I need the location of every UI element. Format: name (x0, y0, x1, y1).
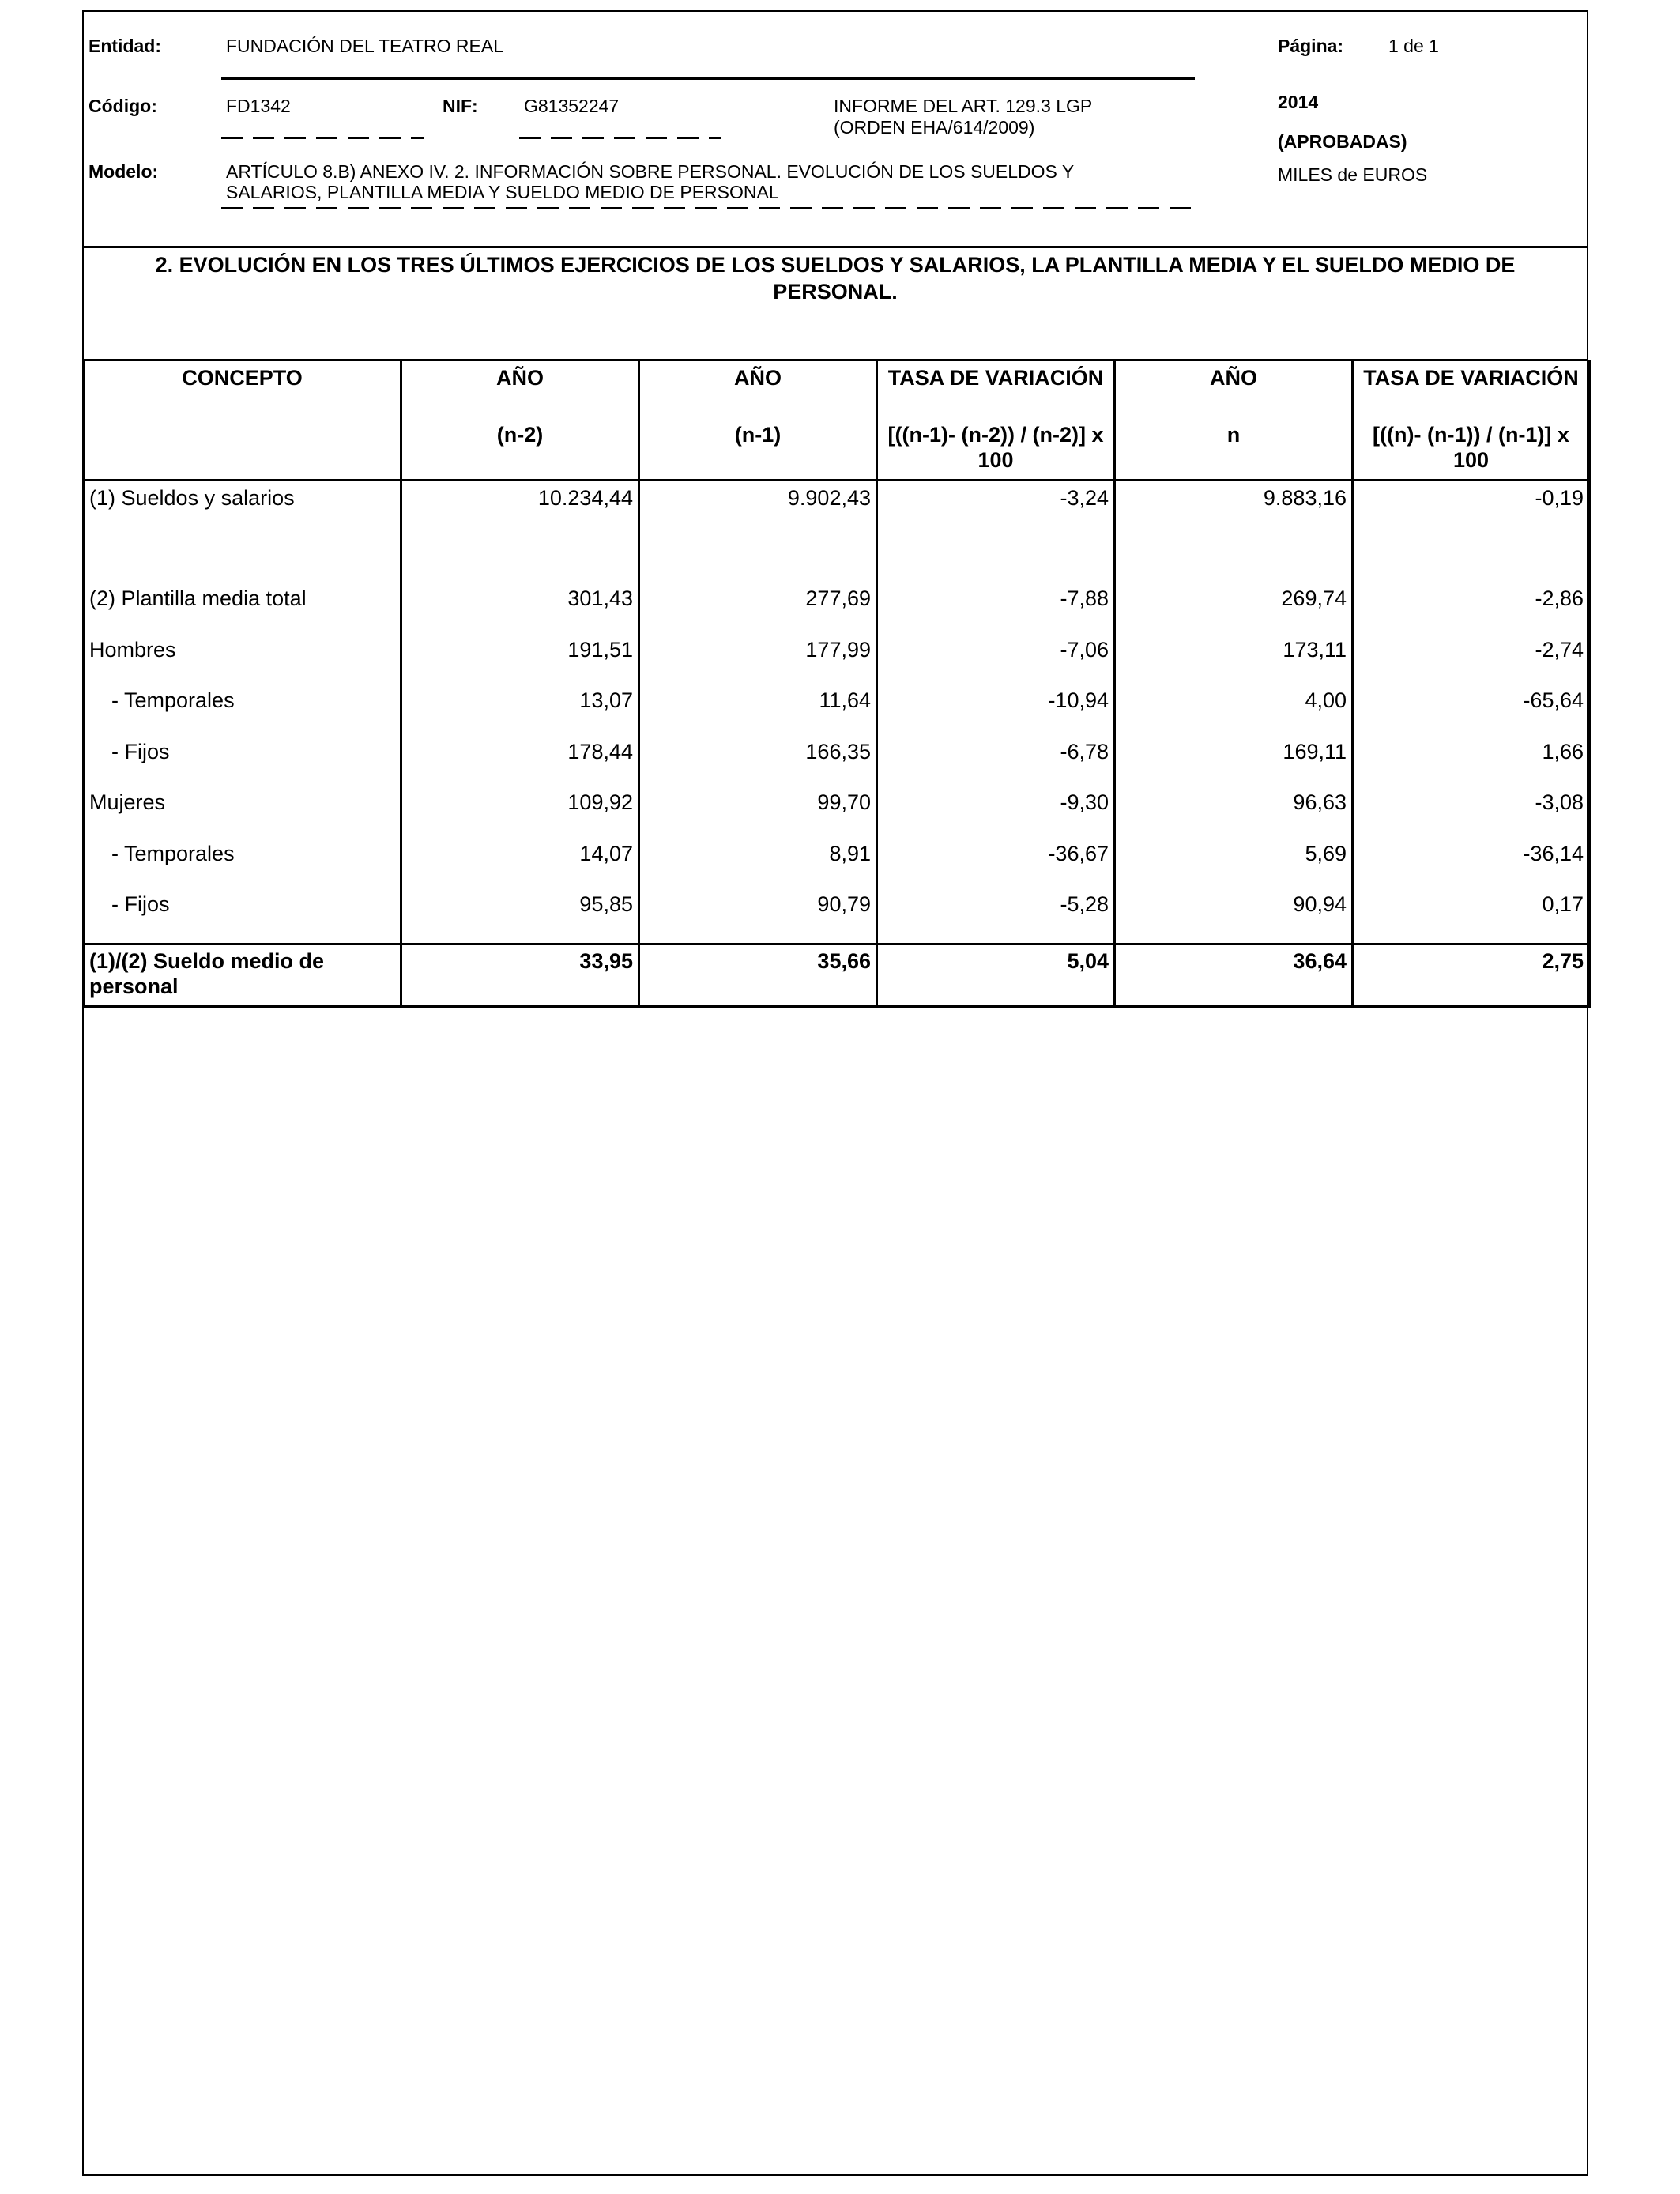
total-ano-n1: 35,66 (639, 944, 877, 1006)
row-tasa-2: -3,08 (1353, 790, 1590, 841)
table-row (84, 688, 1590, 739)
row-ano-n: 96,63 (1115, 790, 1353, 841)
page-frame (82, 10, 1588, 2176)
table-row (84, 841, 1590, 892)
row-tasa-1: -5,28 (877, 892, 1115, 944)
row-concepto (84, 892, 401, 944)
row-ano-n1: 99,70 (639, 790, 877, 841)
row-tasa-2: -36,14 (1353, 841, 1590, 892)
personnel-table (82, 360, 1591, 1008)
codigo-label: Código: (89, 96, 157, 116)
table-row (84, 892, 1590, 944)
report-year: 2014 (1278, 92, 1319, 112)
row-ano-n2: 10.234,44 (401, 481, 639, 586)
row-concepto (84, 688, 401, 739)
total-concepto: (1)/(2) Sueldo medio de personal (84, 944, 401, 1006)
section-title (82, 251, 1588, 305)
table-row-total (84, 944, 1590, 1006)
row-concepto-text: - Fijos (111, 892, 170, 916)
row-tasa-2: -0,19 (1353, 481, 1590, 586)
row-tasa-1: -9,30 (877, 790, 1115, 841)
total-ano-n: 36,64 (1115, 944, 1353, 1006)
row-ano-n1: 9.902,43 (639, 481, 877, 586)
col-subheader-n1: (n-1) (639, 422, 877, 481)
header-divider (221, 77, 1195, 80)
row-concepto-text: - Temporales (111, 688, 235, 712)
pagina-label: Página: (1278, 36, 1344, 56)
col-subheader-formula-2: [((n)- (n-1)) / (n-1)] x 100 (1353, 422, 1590, 481)
row-concepto-text: - Temporales (111, 841, 235, 865)
col-subheader-concepto (84, 422, 401, 481)
report-units: MILES de EUROS (1278, 164, 1428, 185)
row-ano-n2: 14,07 (401, 841, 639, 892)
nif-value: G81352247 (524, 96, 620, 116)
row-tasa-2: -65,64 (1353, 688, 1590, 739)
row-ano-n2: 178,44 (401, 739, 639, 790)
section-title-text: 2. EVOLUCIÓN EN LOS TRES ÚLTIMOS EJERCICIOS DE LOS SUELDOS Y SALARIOS, LA PLANTILLA MEDIA Y EL SUELDO MEDIO DE PERSONAL. (155, 253, 1516, 303)
row-tasa-1: -10,94 (877, 688, 1115, 739)
col-subheader-n2: (n-2) (401, 422, 639, 481)
modelo-underline (221, 207, 1195, 209)
nif-underline (519, 137, 721, 139)
row-ano-n2: 191,51 (401, 637, 639, 688)
row-ano-n1: 90,79 (639, 892, 877, 944)
row-tasa-1: -36,67 (877, 841, 1115, 892)
codigo-value: FD1342 (226, 96, 291, 116)
col-header-ano-n1: AÑO (639, 360, 877, 422)
table-row (84, 586, 1590, 637)
informe-line-1: INFORME DEL ART. 129.3 LGP (834, 96, 1093, 116)
row-ano-n2: 13,07 (401, 688, 639, 739)
modelo-line-1: ARTÍCULO 8.B) ANEXO IV. 2. INFORMACIÓN SOBRE PERSONAL. EVOLUCIÓN DE LOS SUELDOS Y (226, 161, 1075, 182)
col-subheader-formula-1: [((n-1)- (n-2)) / (n-2)] x 100 (877, 422, 1115, 481)
row-concepto-text: - Fijos (111, 739, 170, 763)
row-ano-n2: 95,85 (401, 892, 639, 944)
row-ano-n1: 166,35 (639, 739, 877, 790)
row-ano-n: 90,94 (1115, 892, 1353, 944)
report-status: (APROBADAS) (1278, 131, 1407, 152)
row-concepto (84, 739, 401, 790)
row-tasa-1: -7,88 (877, 586, 1115, 637)
row-ano-n1: 177,99 (639, 637, 877, 688)
row-ano-n1: 277,69 (639, 586, 877, 637)
row-ano-n: 5,69 (1115, 841, 1353, 892)
row-tasa-1: -7,06 (877, 637, 1115, 688)
row-ano-n2: 301,43 (401, 586, 639, 637)
table-row (84, 790, 1590, 841)
section-divider-top (82, 246, 1588, 248)
modelo-line-2: SALARIOS, PLANTILLA MEDIA Y SUELDO MEDIO DE PERSONAL (226, 182, 779, 202)
col-subheader-n: n (1115, 422, 1353, 481)
col-header-ano-n: AÑO (1115, 360, 1353, 422)
row-ano-n1: 8,91 (639, 841, 877, 892)
row-concepto: Mujeres (84, 790, 401, 841)
entidad-value: FUNDACIÓN DEL TEATRO REAL (226, 36, 504, 56)
col-header-tasa-2: TASA DE VARIACIÓN (1353, 360, 1590, 422)
modelo-label: Modelo: (89, 161, 159, 182)
row-tasa-2: -2,86 (1353, 586, 1590, 637)
row-ano-n: 169,11 (1115, 739, 1353, 790)
col-header-concepto: CONCEPTO (84, 360, 401, 422)
row-ano-n2: 109,92 (401, 790, 639, 841)
table-row (84, 481, 1590, 586)
pagina-value: 1 de 1 (1388, 36, 1439, 56)
entidad-label: Entidad: (89, 36, 161, 56)
row-ano-n: 269,74 (1115, 586, 1353, 637)
row-ano-n: 9.883,16 (1115, 481, 1353, 586)
row-concepto: (1) Sueldos y salarios (84, 481, 401, 586)
row-ano-n: 4,00 (1115, 688, 1353, 739)
informe-line-2: (ORDEN EHA/614/2009) (834, 117, 1035, 138)
row-ano-n1: 11,64 (639, 688, 877, 739)
codigo-underline (221, 137, 424, 139)
table-row (84, 637, 1590, 688)
col-header-ano-n2: AÑO (401, 360, 639, 422)
row-tasa-1: -3,24 (877, 481, 1115, 586)
total-tasa-2: 2,75 (1353, 944, 1590, 1006)
total-tasa-1: 5,04 (877, 944, 1115, 1006)
table-row (84, 739, 1590, 790)
row-tasa-2: 1,66 (1353, 739, 1590, 790)
row-ano-n: 173,11 (1115, 637, 1353, 688)
row-concepto (84, 841, 401, 892)
row-concepto: (2) Plantilla media total (84, 586, 401, 637)
row-tasa-2: 0,17 (1353, 892, 1590, 944)
row-concepto: Hombres (84, 637, 401, 688)
total-ano-n2: 33,95 (401, 944, 639, 1006)
row-tasa-2: -2,74 (1353, 637, 1590, 688)
row-tasa-1: -6,78 (877, 739, 1115, 790)
col-header-tasa-1: TASA DE VARIACIÓN (877, 360, 1115, 422)
nif-label: NIF: (443, 96, 478, 116)
